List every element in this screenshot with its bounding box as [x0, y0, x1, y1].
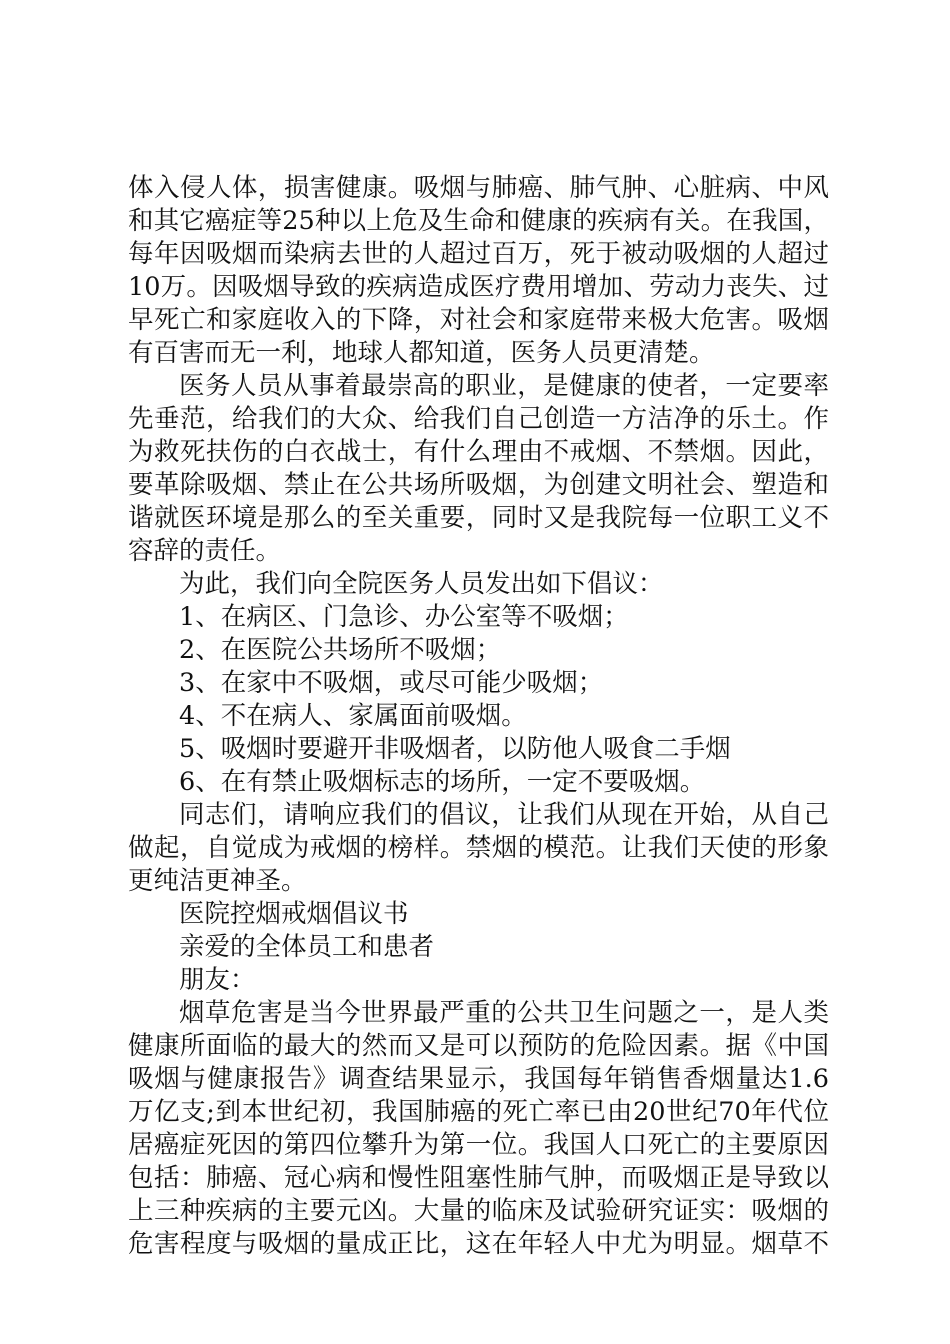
text-line: 6、在有禁止吸烟标志的场所，一定不要吸烟。 [179, 767, 706, 797]
text-line: 上三种疾病的主要元凶。大量的临床及试验研究证实：吸烟的 [128, 1196, 829, 1226]
text-line: 亲爱的全体员工和患者 [179, 932, 435, 962]
text-line: 5、吸烟时要避开非吸烟者，以防他人吸食二手烟 [179, 734, 731, 764]
text-line: 医务人员从事着最崇高的职业，是健康的使者，一定要率 [179, 371, 829, 401]
text-line: 和其它癌症等25种以上危及生命和健康的疾病有关。在我国， [128, 206, 829, 236]
text-line: 包括：肺癌、冠心病和慢性阻塞性肺气肿，而吸烟正是导致以 [128, 1163, 829, 1193]
text-line: 早死亡和家庭收入的下降，对社会和家庭带来极大危害。吸烟 [128, 305, 829, 335]
text-line: 健康所面临的最大的然而又是可以预防的危险因素。据《中国 [128, 1031, 829, 1061]
text-line: 烟草危害是当今世界最严重的公共卫生问题之一，是人类 [179, 998, 829, 1028]
text-line: 同志们，请响应我们的倡议，让我们从现在开始，从自己 [179, 800, 829, 830]
text-line: 每年因吸烟而染病去世的人超过百万，死于被动吸烟的人超过 [128, 239, 829, 269]
text-line: 容辞的责任。 [128, 536, 282, 566]
text-line: 先垂范，给我们的大众、给我们自己创造一方洁净的乐土。作 [128, 404, 829, 434]
text-line: 做起，自觉成为戒烟的榜样。禁烟的模范。让我们天使的形象 [128, 833, 829, 863]
text-line: 为此，我们向全院医务人员发出如下倡议： [179, 569, 664, 599]
text-line: 吸烟与健康报告》调查结果显示，我国每年销售香烟量达1.6 [128, 1064, 829, 1094]
text-line: 为救死扶伤的白衣战士，有什么理由不戒烟、不禁烟。因此， [128, 437, 829, 467]
text-line: 更纯洁更神圣。 [128, 866, 307, 896]
text-line: 体入侵人体，损害健康。吸烟与肺癌、肺气肿、心脏病、中风 [128, 173, 829, 203]
text-line: 1、在病区、门急诊、办公室等不吸烟； [179, 602, 629, 632]
text-line: 居癌症死因的第四位攀升为第一位。我国人口死亡的主要原因 [128, 1130, 829, 1160]
text-line: 要革除吸烟、禁止在公共场所吸烟，为创建文明社会、塑造和 [128, 470, 829, 500]
text-line: 有百害而无一利，地球人都知道，医务人员更清楚。 [128, 338, 715, 368]
text-line: 10万。因吸烟导致的疾病造成医疗费用增加、劳动力丧失、过 [128, 272, 829, 302]
text-line: 谐就医环境是那么的至关重要，同时又是我院每一位职工义不 [128, 503, 829, 533]
text-line: 2、在医院公共场所不吸烟； [179, 635, 502, 665]
document-body [128, 172, 829, 1261]
text-line: 4、不在病人、家属面前吸烟。 [179, 701, 527, 731]
text-line: 朋友： [179, 965, 256, 995]
text-line: 万亿支;到本世纪初，我国肺癌的死亡率已由20世纪70年代位 [128, 1097, 829, 1127]
text-line: 医院控烟戒烟倡议书 [179, 899, 409, 929]
text-line: 3、在家中不吸烟，或尽可能少吸烟； [179, 668, 604, 698]
text-line: 危害程度与吸烟的量成正比，这在年轻人中尤为明显。烟草不 [128, 1229, 829, 1259]
